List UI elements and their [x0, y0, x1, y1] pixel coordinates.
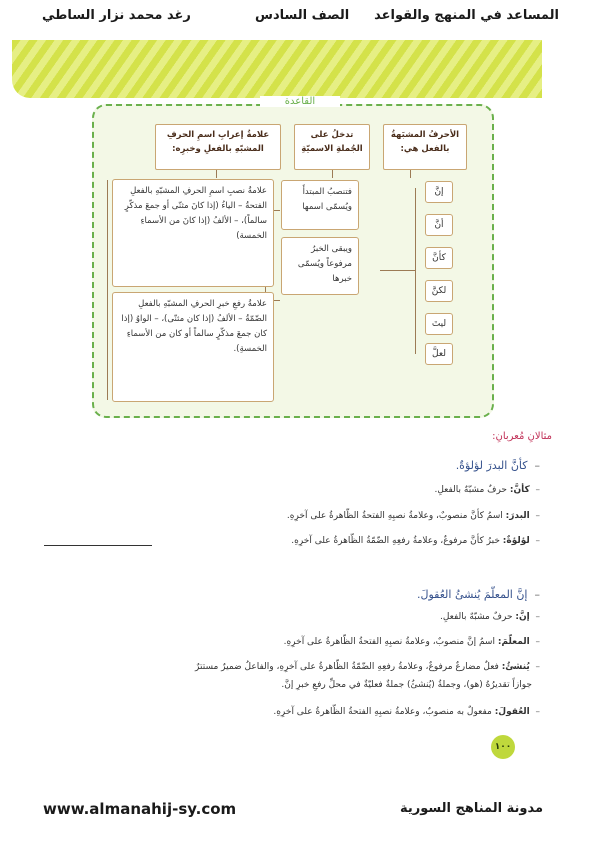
header-subject: المساعد في المنهج والقواعد — [374, 8, 559, 23]
example2-line-cont: جوازاً تقديرُهُ (هو)، وجملةُ (يُنشئُ) جملةٌ فعليّةٌ في محلِّ رفعِ خبرِ إنَّ. — [281, 680, 532, 690]
rule-title: القاعدة — [260, 96, 340, 107]
dash: – — [527, 459, 540, 472]
connector-line — [216, 170, 217, 178]
example2-line: – المعلّمَ: اسمُ إنَّ منصوبٌ، وعلامةُ نصبِهِ الفتحةُ الظّاهرةُ على آخرِهِ. — [283, 637, 540, 647]
sign-box-noun: علامةُ نصبِ اسمِ الحرفِ المشبّهِ بالفعلِ الفتحةُ – الياءُ (إذا كانَ مثنّى أو جمعَ مذكّرٍ سالماً)، – الألفُ (إذا كانَ من الأسماءِ الخمسة) — [112, 179, 274, 287]
letter-anna: أنَّ — [425, 214, 453, 236]
col3-head: علامةُ إعرابِ اسمِ الحرفِ المشبّهِ بالفعلِ وخبرِه: — [155, 124, 281, 170]
bracket-line — [380, 270, 415, 271]
letter-kaanna: كأنَّ — [425, 247, 453, 269]
page-number: ١٠٠ — [491, 735, 515, 759]
letter-layta: ليتَ — [425, 313, 453, 335]
example2-line: – إنَّ: حرفٌ مشبّهٌ بالفعلِ. — [439, 612, 540, 622]
footer-url[interactable]: www.almanahij-sy.com — [43, 800, 237, 818]
sign-box-predicate: علامةُ رفعِ خبرِ الحرفِ المشبّهِ بالفعلِ الضّمّةُ – الألفُ (إذا كان مثنّى)، – الواوُ (إذا كان جمعَ مذكّرٍ سالماً أو كان من الأسماءِ الخمسةِ). — [112, 292, 274, 402]
effect-box-subject: فتنصبُ المبتدأَ ويُسمّى اسمها — [281, 180, 359, 230]
col1-head: الأحرفُ المشبَهةُ بالفعل هي: — [383, 124, 467, 170]
letter-lakinna: لكنَّ — [425, 280, 453, 302]
header-author: رغد محمد نزار الساطي — [42, 8, 191, 23]
examples-heading: مثالانِ مُعربانِ: — [492, 431, 552, 442]
letter-laalla: لعلَّ — [425, 343, 453, 365]
footer-blog-name: مدونة المناهج السورية — [399, 801, 543, 816]
bracket-line — [415, 188, 416, 354]
connector-line — [332, 170, 333, 178]
effect-box-predicate: ويبقى الخبرُ مرفوعاً ويُسمّى خبرها — [281, 237, 359, 295]
example2-line: – العُقولَ: مفعولٌ به منصوبٌ، وعلامةُ نصبِهِ الفتحةُ الظّاهرةُ على آخرِهِ. — [273, 707, 540, 717]
example2-line: – يُنشئُ: فعلٌ مضارعٌ مرفوعٌ، وعلامةُ رفعِهِ الضّمّةُ الظّاهرةُ على آخرِهِ، والفاعلُ ضميرٌ مستترٌ — [195, 662, 540, 672]
example2-sentence: – إنَّ المعلّمَ يُنشئُ العُقولَ. — [417, 588, 540, 601]
decorative-band — [12, 40, 542, 98]
col2-head: تدخلُ على الجُملةِ الاسميّةِ — [294, 124, 370, 170]
header-grade: الصف السادس — [255, 8, 350, 23]
connector-line — [410, 170, 411, 178]
example1-text: كأنَّ البدرَ لؤلؤةٌ. — [455, 459, 528, 472]
example1-line: – البدرَ: اسمُ كأنَّ منصوبٌ، وعلامةُ نصبِهِ الفتحةُ الظّاهرةُ على آخرِهِ. — [286, 511, 540, 521]
example1-line: – كأنَّ: حرفٌ مشبّهٌ بالفعلِ. — [434, 485, 540, 495]
bracket-line — [107, 180, 108, 400]
letter-inna: إنَّ — [425, 181, 453, 203]
answer-blank-line — [44, 545, 152, 546]
example1-sentence — [456, 459, 540, 472]
example2-text: إنَّ المعلّمَ يُنشئُ العُقولَ. — [417, 588, 528, 601]
example1-line: – لؤلؤةٌ: خبرُ كأنَّ مرفوعٌ، وعلامةُ رفعِهِ الضّمّةُ الظّاهرةُ على آخرِهِ. — [291, 536, 540, 546]
